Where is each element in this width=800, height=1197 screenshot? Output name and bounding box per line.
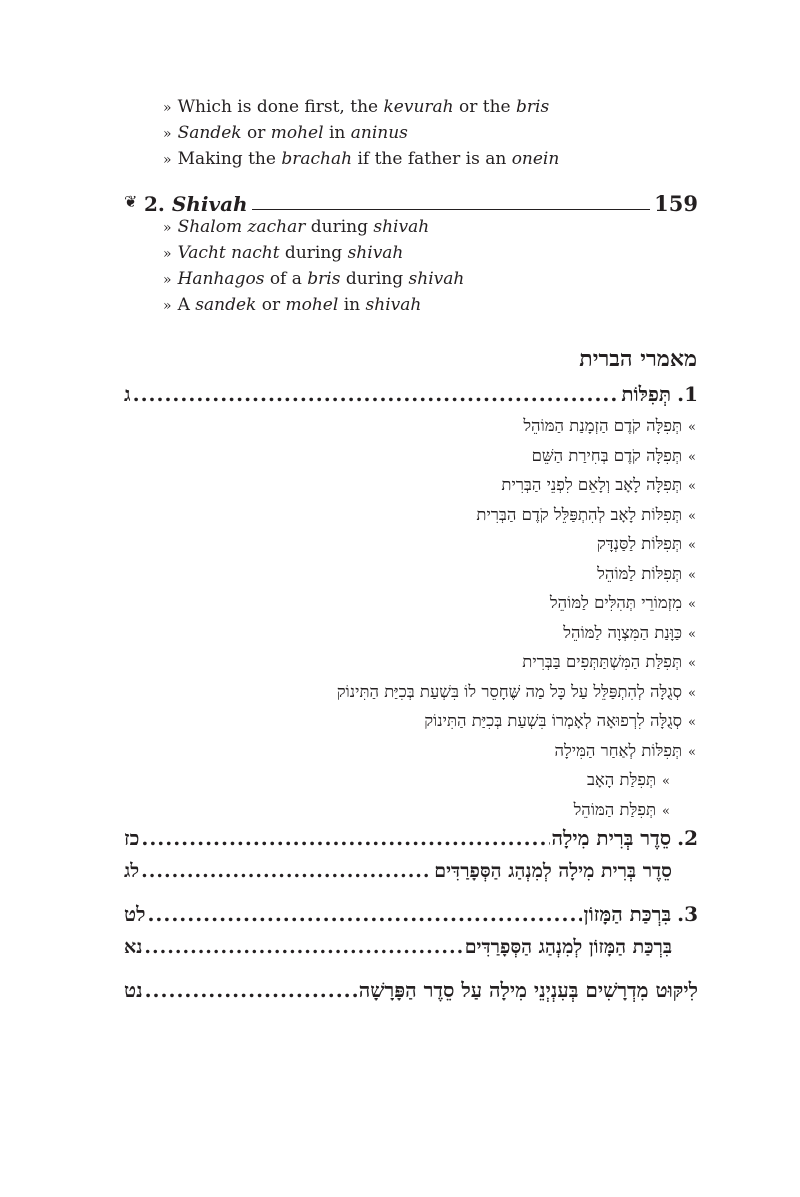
bullet-icon: » (688, 538, 696, 553)
text-span: aninus (350, 123, 408, 143)
text-span: תְּפִלּוֹת לַסַּנְדָּק (596, 534, 683, 553)
list-item[interactable] (136, 500, 696, 530)
text-span: Sandek (177, 123, 242, 143)
list-item (163, 240, 683, 266)
text-span: Which is done first, the (177, 97, 384, 117)
bullet-icon: » (688, 715, 696, 730)
text-span: sandek (195, 295, 257, 315)
entry-title: סֵדֶר בְּרִית מִילָה (551, 826, 672, 850)
list-item (163, 146, 683, 172)
toc-entry-likut-midrashim[interactable] (124, 978, 698, 1003)
text-span: of a (264, 269, 308, 289)
text-span: if the father is an (352, 149, 512, 169)
bullet-icon: » (163, 298, 172, 314)
text-span: Vacht nacht (177, 243, 280, 263)
bullet-icon: » (688, 685, 696, 701)
page-number: נט (124, 978, 143, 1002)
text-span: תְּפִלָּה לָאָב וְלָאֵם לִפְנֵי הַבְּרִית (501, 475, 683, 494)
text-span: onein (511, 149, 560, 169)
bullet-icon: » (688, 744, 696, 760)
tefilos-sublist (136, 411, 696, 824)
list-item (163, 120, 683, 146)
text-span: תְּפִלּוֹת לְאַחַר הַמִּילָה (554, 740, 683, 760)
list-item[interactable] (136, 559, 696, 589)
list-item[interactable] (136, 677, 696, 707)
entry-title: לִיקּוּט מִדְרָשִׁים בְּעִנְיְנֵי מִילָה עַל סֵדֶר הַפָּרָשָׁה (358, 978, 698, 1002)
text-span: Hanhagos (177, 269, 265, 289)
list-item[interactable] (136, 588, 696, 618)
text-span: mohel (270, 123, 324, 143)
entry-title: בִּרְכַּת הַמָּזוֹן לְמִנְהַג הַסְּפָרַדִּים (464, 936, 672, 958)
toc-entry-birkas-hamazon-sefardim[interactable] (124, 936, 698, 959)
toc-entry-seder-bris[interactable] (124, 826, 698, 851)
text-span: סְגֻלָּה לִרְפוּאָה לְאָמְרוֹ בִּשְׁעַת בְּכִיַּת הַתִּינוֹק (424, 711, 683, 730)
bullet-icon: » (163, 152, 172, 168)
text-span: during (279, 243, 348, 263)
bullet-icon: » (163, 126, 172, 142)
bullet-icon: » (688, 479, 696, 494)
entry-number: .1 (677, 382, 698, 406)
entry-number: .3 (677, 902, 698, 926)
text-span: shivah (365, 295, 422, 315)
page-number: כז (124, 826, 140, 850)
text-span: brachah (281, 149, 353, 169)
dot-leader (141, 826, 549, 850)
dot-leader (145, 978, 357, 1002)
text-span: during (305, 217, 374, 237)
text-span: or (241, 123, 271, 143)
toc-entry-birkas-hamazon[interactable] (124, 902, 698, 927)
dot-leader (133, 382, 620, 406)
bullet-icon: » (163, 246, 172, 262)
page-number: לג (124, 860, 140, 882)
list-item[interactable] (136, 411, 696, 441)
bullet-icon: » (688, 449, 696, 465)
section-title (144, 192, 248, 216)
text-span: תְּפִלַּת הָאָב (586, 770, 657, 789)
list-item (163, 214, 683, 240)
list-item[interactable] (136, 706, 696, 736)
dot-leader (144, 936, 462, 958)
text-span: shivah (373, 217, 430, 237)
bullet-icon: » (688, 597, 696, 612)
entry-title: תְּפִלּוֹת (621, 382, 672, 406)
dot-leader (141, 860, 432, 882)
text-span: or (256, 295, 286, 315)
text-span: תְּפִלּוֹת לַמּוֹהֵל (597, 563, 683, 583)
text-span: kevurah (383, 97, 454, 117)
page-number: לט (124, 902, 146, 926)
page-number: ג (124, 382, 131, 406)
text-span: תְּפִלָּה קֹדֶם הַזְמָנַת הַמּוֹהֵל (523, 416, 683, 435)
text-span: A (177, 295, 196, 315)
list-item[interactable] (136, 529, 696, 559)
toc-entry-tefilos[interactable] (124, 382, 698, 407)
bullet-icon: » (163, 272, 172, 288)
text-span: סְגֻלָּה לְהִתְפַּלֵּל עַל כָּל מַה שֶּׁחָסֵר לוֹ בִּשְׁעַת בְּכִיַּת הַתִּינוֹק (336, 681, 683, 701)
text-span: תְּפִלַּת הַמּוֹהֵל (573, 799, 657, 819)
text-span: shivah (408, 269, 465, 289)
bullet-icon: » (662, 774, 670, 789)
text-span: in (323, 123, 351, 143)
text-span: Shalom zachar (177, 217, 306, 237)
bullet-icon: » (688, 508, 696, 524)
entry-number: .2 (677, 826, 698, 850)
text-span: during (340, 269, 409, 289)
list-item (163, 266, 683, 292)
list-item[interactable] (136, 736, 696, 766)
list-item (163, 94, 683, 120)
text-span: bris (307, 269, 341, 289)
leader-rule (252, 209, 651, 210)
english-list-shivah (163, 214, 683, 318)
list-item[interactable] (136, 618, 696, 648)
text-span: מִזְמוֹרֵי תְּהִלִּים לַמּוֹהֵל (549, 593, 683, 612)
list-item[interactable] (136, 441, 696, 471)
bullet-icon: » (688, 567, 696, 583)
english-list-top (163, 94, 683, 172)
list-item[interactable] (136, 647, 696, 677)
text-span: 2. (144, 192, 165, 216)
text-span: Shivah (171, 192, 248, 216)
bullet-icon: » (163, 100, 172, 116)
text-span: תְּפִלּוֹת לָאָב לְהִתְפַּלֵּל קֹדֶם הַבְּרִית (476, 504, 683, 524)
text-span: כַּוָּנַת הַמִּצְוָה לַמּוֹהֵל (563, 622, 683, 642)
toc-entry-seder-bris-sefardim[interactable] (124, 860, 698, 883)
list-subitem[interactable] (136, 795, 696, 825)
text-span: or the (453, 97, 517, 117)
page-number: 159 (654, 191, 698, 216)
bullet-icon: » (662, 803, 670, 819)
bullet-icon: » (163, 220, 172, 236)
fleuron-icon: ❦ (124, 192, 138, 211)
dot-leader (147, 902, 581, 926)
text-span: תְּפִלַּת הַמִּשְׁתַּתְּפִים בַּבְּרִית (522, 652, 683, 671)
bullet-icon: » (688, 626, 696, 642)
text-span: bris (516, 97, 550, 117)
section-shivah-header[interactable] (124, 186, 698, 216)
text-span: in (338, 295, 366, 315)
page-number: נא (124, 936, 143, 958)
text-span: Making the (177, 149, 282, 169)
text-span: תְּפִלָּה קֹדֶם בְּחִירַת הַשֵּׁם (531, 445, 683, 465)
entry-title: סֵדֶר בְּרִית מִילָה לְמִנְהַג הַסְּפָרַדִּים (434, 860, 672, 882)
bullet-icon: » (688, 656, 696, 671)
list-subitem[interactable] (136, 765, 696, 795)
text-span: shivah (347, 243, 404, 263)
entry-title: בִּרְכַּת הַמָּזוֹן (583, 902, 672, 926)
bullet-icon: » (688, 420, 696, 435)
list-item (163, 292, 683, 318)
list-item[interactable] (136, 470, 696, 500)
hebrew-section-heading: מאמרי הברית (579, 346, 697, 372)
text-span: mohel (285, 295, 339, 315)
